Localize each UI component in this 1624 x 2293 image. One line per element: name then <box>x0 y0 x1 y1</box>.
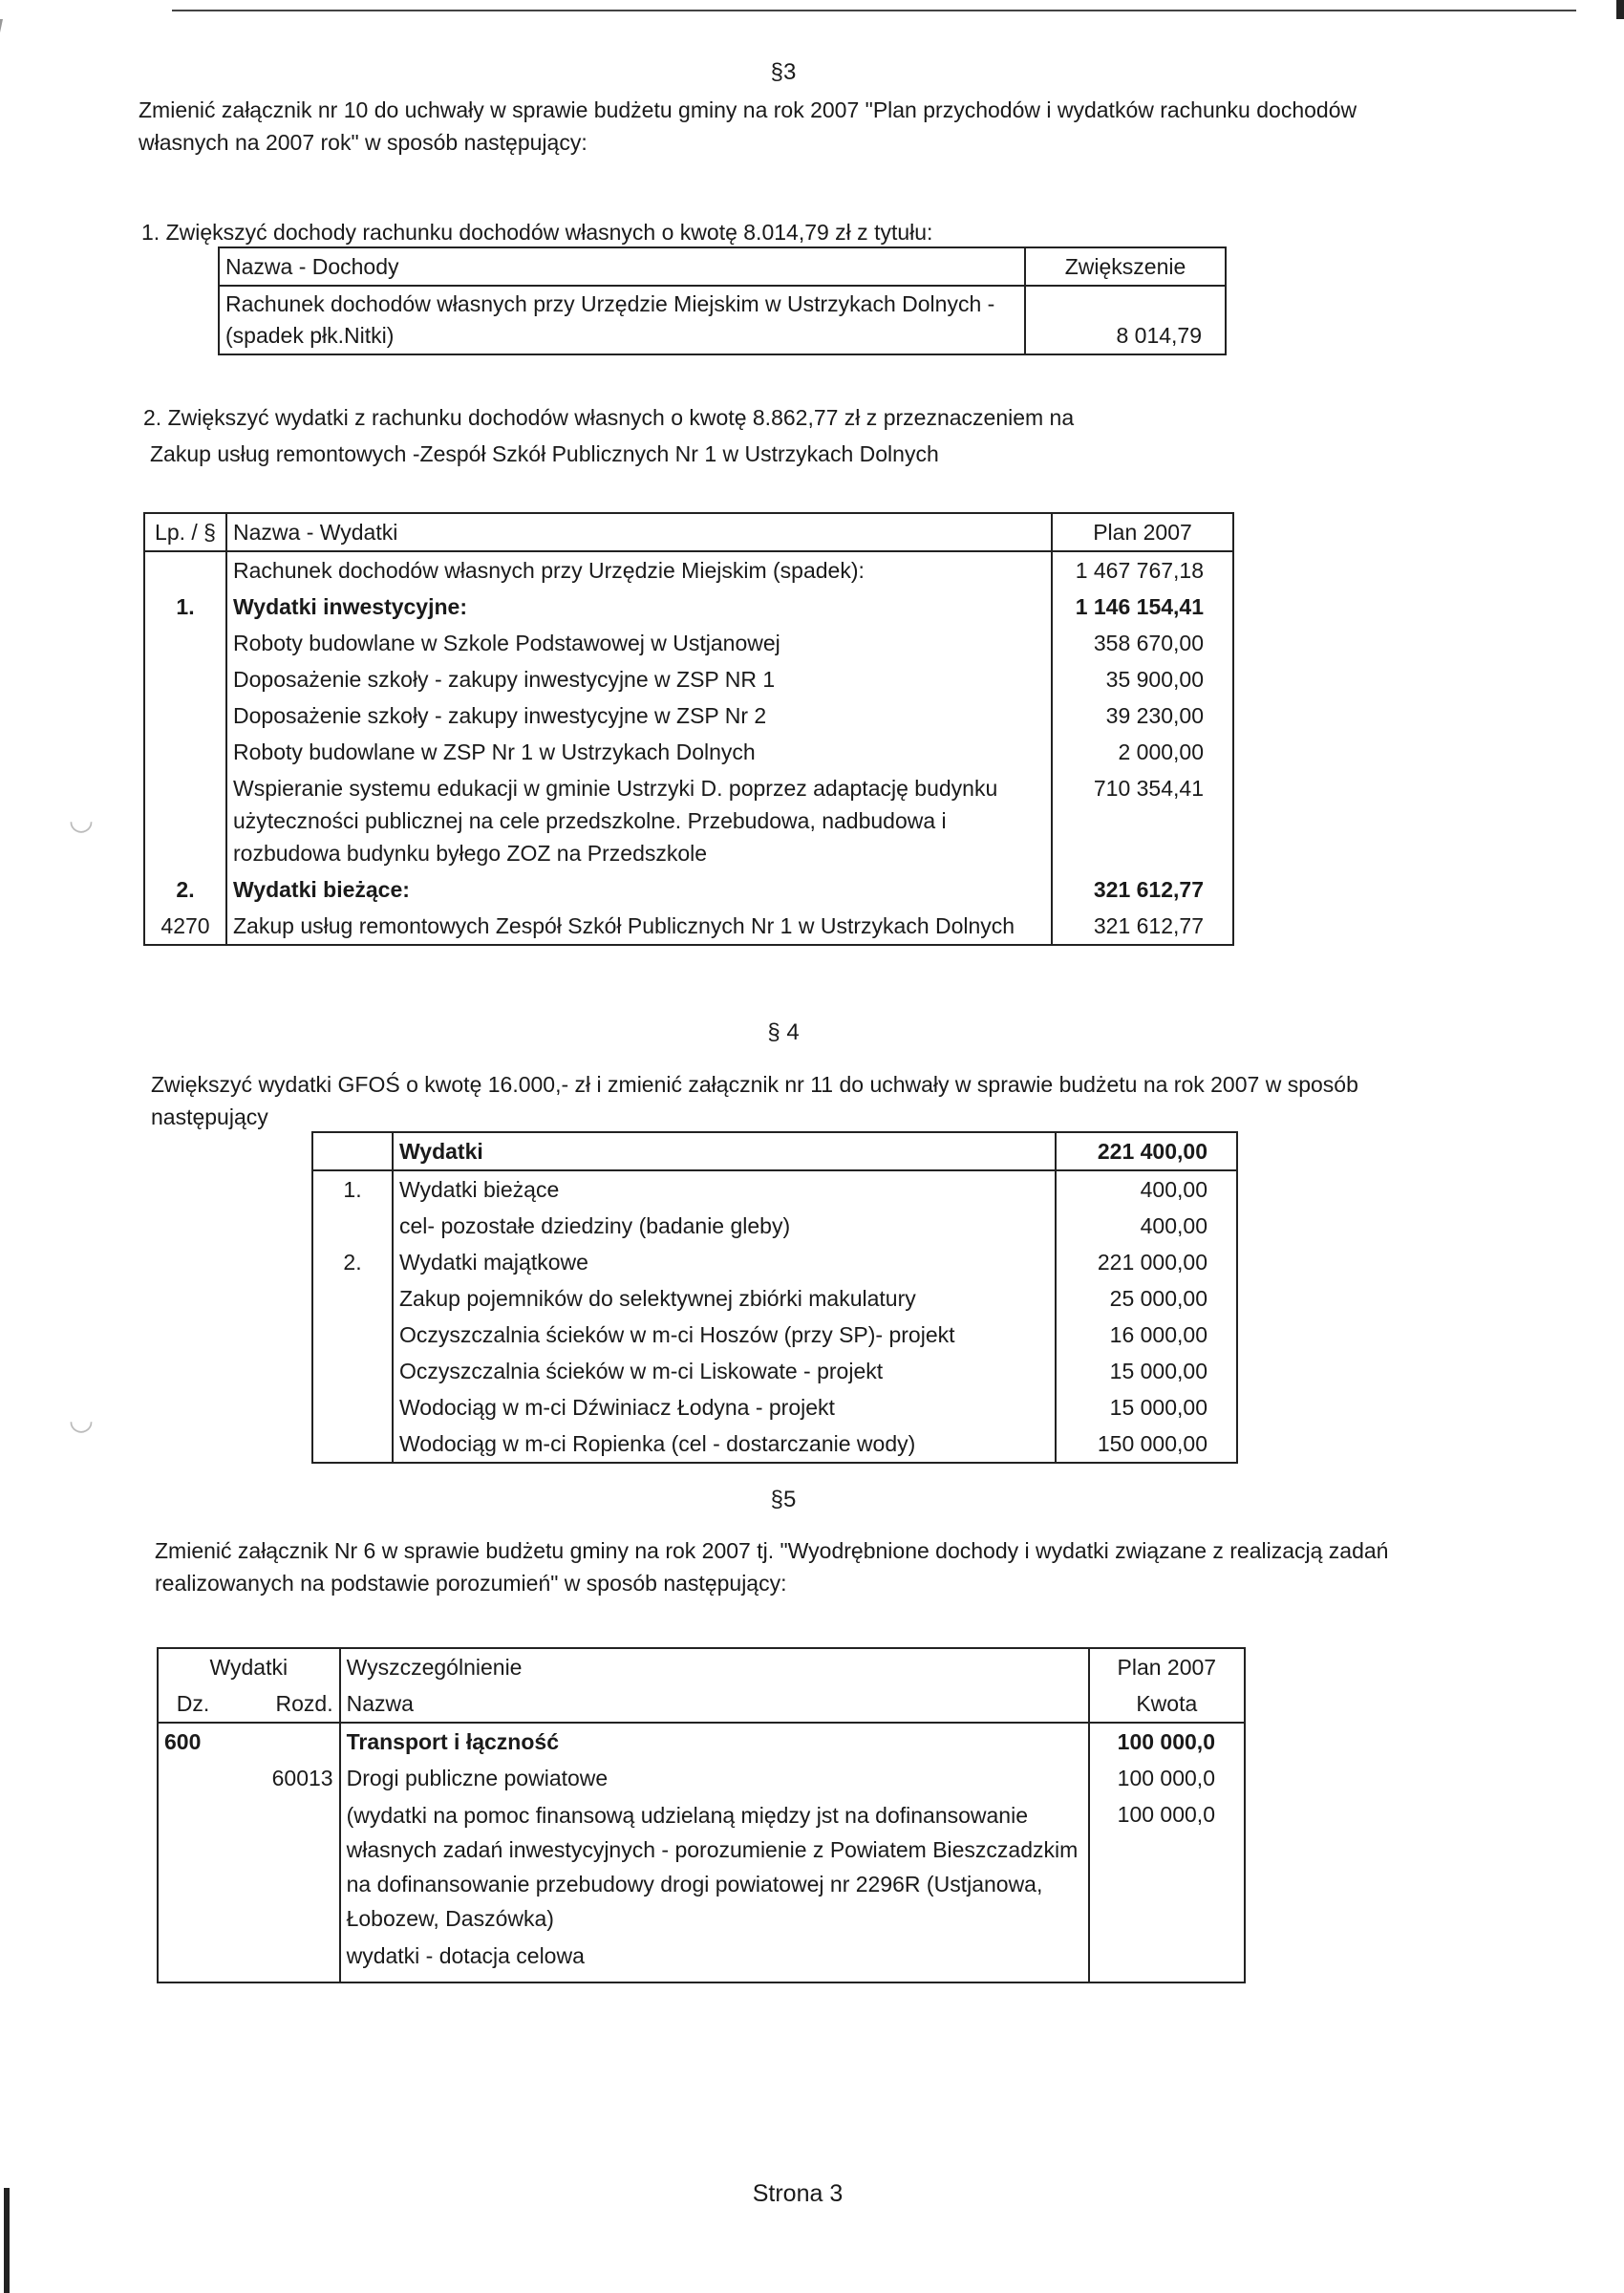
table-row-name: cel- pozostałe dziedziny (badanie gleby) <box>393 1208 1056 1244</box>
table-row-name: Oczyszczalnia ścieków w m-ci Hoszów (przy SP)- projekt <box>393 1317 1056 1353</box>
section-3-intro: Zmienić załącznik nr 10 do uchwały w sprawie budżetu gminy na rok 2007 "Plan przychodów i wydatków rachunku dochodów własnych na 2007 rok" w sposób następujący: <box>139 97 1357 155</box>
table-row-name: Doposażenie szkoły - zakupy inwestycyjne w ZSP NR 1 <box>226 661 1052 697</box>
table-row-name: Wydatki bieżące: <box>226 871 1052 908</box>
income-table <box>218 246 1227 355</box>
table-row-lp <box>144 770 226 871</box>
table-row-value: 710 354,41 <box>1052 770 1233 871</box>
table-row-lp <box>312 1353 393 1389</box>
table-row-value: 15 000,00 <box>1056 1353 1237 1389</box>
gfos-table-header-total: 221 400,00 <box>1056 1132 1237 1170</box>
table-row-value: 15 000,00 <box>1056 1389 1237 1425</box>
table-row-value: 100 000,0 <box>1089 1760 1245 1796</box>
table-row-lp: 4270 <box>160 913 210 938</box>
income-table-row-name: Rachunek dochodów własnych przy Urzędzie Miejskim w Ustrzykach Dolnych - (spadek płk.Nitki) <box>219 286 1025 354</box>
table-row-name: Doposażenie szkoły - zakupy inwestycyjne w ZSP Nr 2 <box>226 697 1052 734</box>
income-increase-text: 1. Zwiększyć dochody rachunku dochodów własnych o kwotę 8.014,79 zł z tytułu: <box>141 220 933 245</box>
table-row-name: Roboty budowlane w Szkole Podstawowej w Ustjanowej <box>226 625 1052 661</box>
section-3-heading: §3 <box>770 59 797 85</box>
table-row-value: 100 000,0 <box>1089 1723 1245 1760</box>
table-row-name: Zakup pojemników do selektywnej zbiórki makulatury <box>393 1280 1056 1317</box>
table-row-lp <box>144 661 226 697</box>
gfos-expenses-table <box>311 1131 1238 1464</box>
table-row-value: 358 670,00 <box>1052 625 1233 661</box>
agreements-header-nazwa: Nazwa <box>340 1685 1089 1723</box>
table-row-dz <box>158 1796 227 1938</box>
table-row-name: Wodociąg w m-ci Ropienka (cel - dostarczanie wody) <box>393 1425 1056 1463</box>
expenses-table-header-name: Nazwa - Wydatki <box>226 513 1052 551</box>
table-row-rozd <box>227 1723 340 1760</box>
table-row-name: Wspieranie systemu edukacji w gminie Ustrzyki D. poprzez adaptację budynku użyteczności publicznej na cele przedszkolne. Przebudowa, nadbudowa i rozbudowa budynku byłego ZOZ na Przedszkole <box>226 770 1052 871</box>
table-row-lp <box>144 625 226 661</box>
table-row-value: 1 146 154,41 <box>1052 589 1233 625</box>
expenses-table <box>143 512 1234 946</box>
table-row-value <box>1089 1938 1245 1982</box>
table-row-value: 400,00 <box>1056 1170 1237 1208</box>
table-row-lp: 1. <box>176 594 195 619</box>
income-table-header-name: Nazwa - Dochody <box>219 247 1025 286</box>
table-row-lp <box>312 1132 393 1170</box>
table-row-lp <box>144 734 226 770</box>
table-row-value: 1 467 767,18 <box>1052 551 1233 589</box>
table-row-lp <box>312 1317 393 1353</box>
table-row-lp <box>312 1280 393 1317</box>
table-row-lp: 2. <box>343 1250 362 1275</box>
table-row-dz <box>158 1760 227 1796</box>
table-row-name: wydatki - dotacja celowa <box>340 1938 1089 1982</box>
table-row-name: Wodociąg w m-ci Dźwiniacz Łodyna - projekt <box>393 1389 1056 1425</box>
table-row-value: 35 900,00 <box>1052 661 1233 697</box>
income-table-row-value: 8 014,79 <box>1025 286 1226 354</box>
table-row-name: Zakup usług remontowych Zespół Szkół Publicznych Nr 1 w Ustrzykach Dolnych <box>226 908 1052 945</box>
table-row-lp <box>144 551 226 589</box>
table-row-name: Roboty budowlane w ZSP Nr 1 w Ustrzykach Dolnych <box>226 734 1052 770</box>
table-row-value: 2 000,00 <box>1052 734 1233 770</box>
expenses-table-header-plan: Plan 2007 <box>1052 513 1233 551</box>
table-row-value: 321 612,77 <box>1052 871 1233 908</box>
table-row-rozd <box>227 1938 340 1982</box>
agreements-header-wydatki: Wydatki <box>209 1655 288 1680</box>
table-row-name: Wydatki bieżące <box>393 1170 1056 1208</box>
table-row-lp: 2. <box>176 877 195 902</box>
gfos-table-header-name: Wydatki <box>393 1132 1056 1170</box>
table-row-lp: 1. <box>343 1177 362 1202</box>
expense-purpose-text: Zakup usług remontowych -Zespół Szkół Publicznych Nr 1 w Ustrzykach Dolnych <box>150 441 939 466</box>
table-row-dz: 600 <box>164 1729 202 1754</box>
table-row-rozd <box>227 1796 340 1938</box>
table-row-name: (wydatki na pomoc finansową udzielaną między jst na dofinansowanie własnych zadań inwestycyjnych - porozumienie z Powiatem Bieszczadzkim na dofinansowanie przebudowy drogi powiatowej nr 2296R (Ustjanowa, Łobozew, Daszówka) <box>340 1796 1089 1938</box>
scan-edge-bottom <box>4 2188 10 2293</box>
expense-increase-text: 2. Zwiększyć wydatki z rachunku dochodów własnych o kwotę 8.862,77 zł z przeznaczeniem na <box>143 405 1075 430</box>
table-row-value: 221 000,00 <box>1056 1244 1237 1280</box>
punch-hole-mark: ◡ <box>68 1404 95 1436</box>
agreements-table <box>157 1647 1246 1983</box>
section-5-heading: §5 <box>770 1487 797 1512</box>
table-row-value: 150 000,00 <box>1056 1425 1237 1463</box>
table-row-lp <box>312 1389 393 1425</box>
table-row-name: Oczyszczalnia ścieków w m-ci Liskowate - projekt <box>393 1353 1056 1389</box>
table-row-value: 16 000,00 <box>1056 1317 1237 1353</box>
table-row-dz <box>158 1938 227 1982</box>
punch-hole-mark: ◡ <box>68 804 95 836</box>
table-row-value: 39 230,00 <box>1052 697 1233 734</box>
table-row-value: 321 612,77 <box>1052 908 1233 945</box>
table-row-name: Wydatki majątkowe <box>393 1244 1056 1280</box>
income-table-header-value: Zwiększenie <box>1025 247 1226 286</box>
agreements-header-rozd: Rozd. <box>275 1691 333 1716</box>
table-row-name: Rachunek dochodów własnych przy Urzędzie Miejskim (spadek): <box>226 551 1052 589</box>
table-row-value: 400,00 <box>1056 1208 1237 1244</box>
table-row-value: 25 000,00 <box>1056 1280 1237 1317</box>
table-row-name: Wydatki inwestycyjne: <box>226 589 1052 625</box>
table-row-lp <box>144 697 226 734</box>
table-row-name: Drogi publiczne powiatowe <box>340 1760 1089 1796</box>
scan-edge-top <box>172 0 1576 11</box>
section-5-intro: Zmienić załącznik Nr 6 w sprawie budżetu gminy na rok 2007 tj. "Wyodrębnione dochody i wydatki związane z realizacją zadań realizowanych na podstawie porozumień" w sposób następujący: <box>155 1538 1389 1596</box>
table-row-value: 100 000,0 <box>1089 1796 1245 1938</box>
table-row-rozd: 60013 <box>271 1766 333 1790</box>
agreements-header-wyszczegolnienie: Wyszczególnienie <box>340 1648 1089 1685</box>
table-row-lp <box>312 1425 393 1463</box>
scan-edge-left <box>0 19 3 401</box>
section-4-heading: § 4 <box>767 1019 800 1045</box>
agreements-header-plan: Plan 2007 <box>1089 1648 1245 1685</box>
expenses-table-header-lp: Lp. / § <box>155 520 216 545</box>
table-row-name: Transport i łączność <box>340 1723 1089 1760</box>
scan-edge-right <box>1616 0 1624 19</box>
table-row-lp <box>312 1208 393 1244</box>
agreements-header-kwota: Kwota <box>1089 1685 1245 1723</box>
section-4-intro: Zwiększyć wydatki GFOŚ o kwotę 16.000,- zł i zmienić załącznik nr 11 do uchwały w sprawie budżetu na rok 2007 w sposób następujący <box>151 1072 1358 1129</box>
agreements-header-dz: Dz. <box>176 1691 210 1716</box>
page-number: Strona 3 <box>752 2180 844 2207</box>
